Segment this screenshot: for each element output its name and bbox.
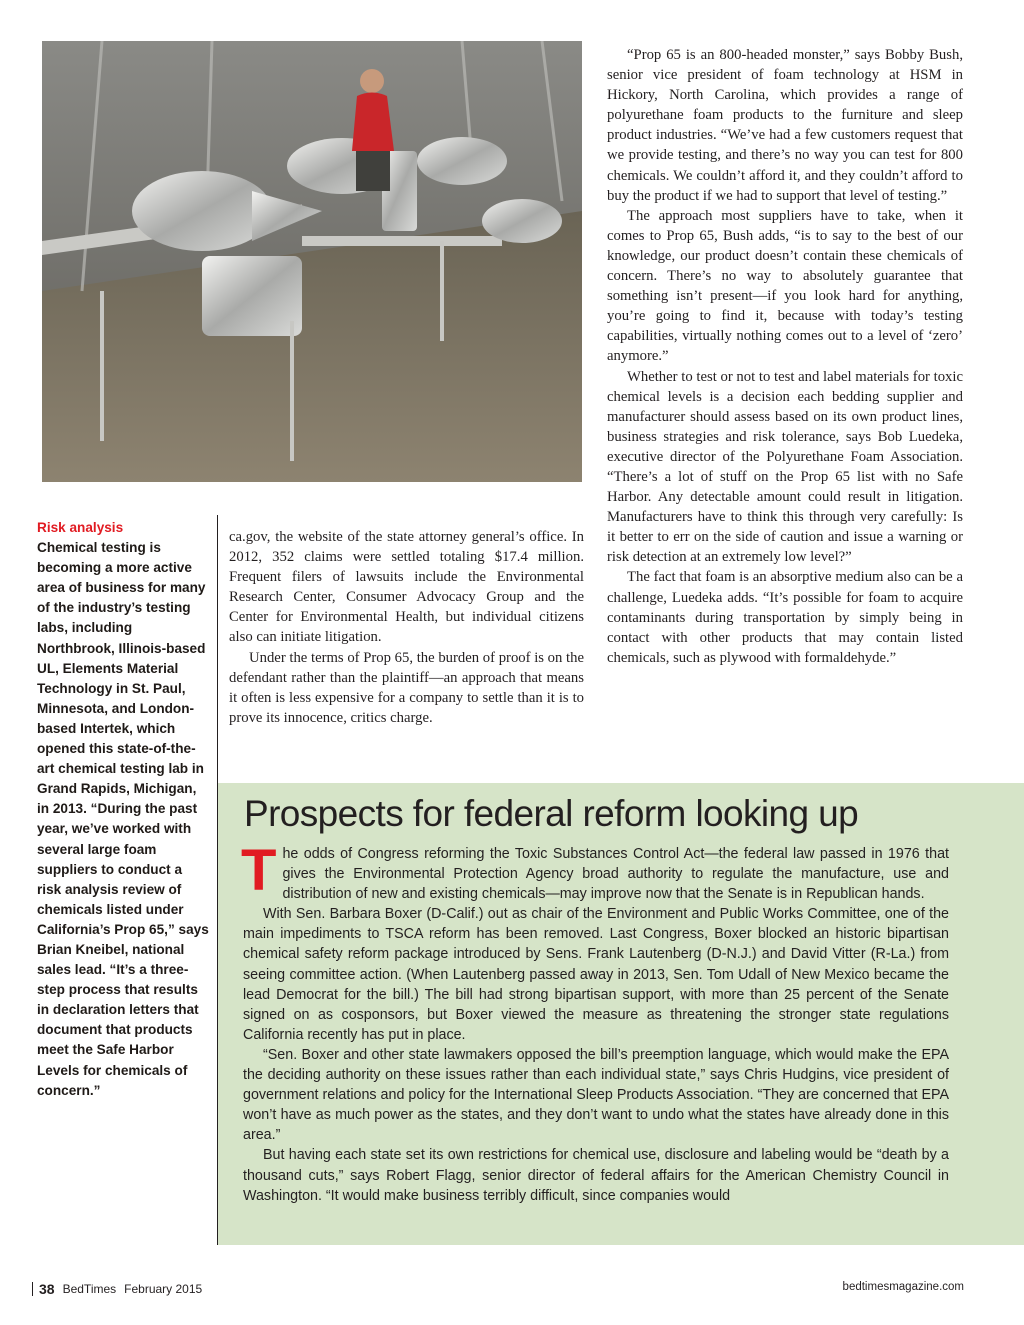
lab-photo <box>42 41 582 482</box>
photo-caption <box>37 518 209 1101</box>
right-column <box>607 45 963 668</box>
issue-date: February 2015 <box>124 1282 203 1296</box>
right-paragraph: Whether to test or not to test and label materials for toxic chemical levels is a decision each bedding supplier and manufacturer should assess based on its own product lines, business strategies and risk tolerance, says Bob Luedeka, executive director of the Polyurethane Foam Association. “There’s a lot of stuff on the Prop 65 list with no Safe Harbor. Any detectable amount could result in litigation. Manufacturers have to think this through very carefully: Is it better to err on the side of caution and issue a warning or risk detection at an extremely low level?” <box>607 368 963 566</box>
reform-first-paragraph <box>241 838 949 904</box>
right-paragraph: The approach most suppliers have to take, when it comes to Prop 65, Bush adds, “is to say to the best of our knowledge, our product doesn’t contain these chemicals of concern. There’s no way to absolutely guarantee that something isn’t present—if you look hard for anything, you’re going to find it, because with today’s testing capabilities, virtually nothing comes out to a level of ‘zero’ anymore.” <box>607 207 963 365</box>
reform-first-paragraph-text: he odds of Congress reforming the Toxic Substances Control Act—the federal law passed in 1976 that gives the Environmental Protection Agency broad authority to regulate the manufacture, use and distribution of new and existing chemicals—may improve now that the Senate is in Republican hands. <box>282 846 949 903</box>
page-number: 38 <box>39 1281 55 1297</box>
footer-bar <box>32 1282 33 1296</box>
magazine-website: bedtimesmagazine.com <box>842 1281 964 1293</box>
right-paragraph: “Prop 65 is an 800-headed monster,” says Bobby Bush, senior vice president of foam technology at HSM in Hickory, North Carolina, which provides a range of polyurethane foam products to the furniture and sleep product industries. “We’ve had a few customers request that we provide testing, and there’s no way you can test for 800 chemicals. We couldn’t afford it, and they couldn’t afford to buy the product if we had to support that level of testing.” <box>607 47 963 204</box>
reform-body <box>241 838 949 1206</box>
drop-cap: T <box>241 838 277 903</box>
reform-paragraph: With Sen. Barbara Boxer (D-Calif.) out as chair of the Environment and Public Works Committee, one of the main impediments to TSCA reform has been removed. Last Congress, Boxer blocked an historic bipartisan chemical safety reform package introduced by Sens. Frank Lautenberg (D-N.J.) and David Vitter (R-La.) from seeing committee action. (When Lautenberg passed away in 2013, Sen. Tom Udall of New Mexico became the lead Democrat for the bill.) The bill had strong bipartisan support, with more than 25 percent of the Senate signed on as cosponsors, but Boxer viewed the measure as threatening the stronger state regulations California recently has put in place. <box>243 906 949 1043</box>
caption-title: Risk analysis <box>37 520 124 535</box>
reform-paragraph: But having each state set its own restrictions for chemical use, disclosure and labeling would be “death by a thousand cuts,” says Robert Flagg, senior director of federal affairs for the American Chemistry Council in Washington. “It would make business terribly difficult, since companies would <box>243 1147 949 1204</box>
magazine-name: BedTimes <box>62 1282 117 1296</box>
right-paragraph: The fact that foam is an absorptive medium also can be a challenge, Luedeka adds. “It’s possible for foam to acquire contaminants during transportation by simply being in contact with other products that may contain listed chemicals, such as plywood with formaldehyde.” <box>607 569 963 666</box>
middle-column <box>229 527 584 728</box>
caption-body: Chemical testing is becoming a more active area of business for many of the industry’s testing labs, including Northbrook, Illinois-based UL, Elements Material Technology in St. Paul, Minnesota, and London-based Intertek, which opened this state-of-the-art chemical testing lab in Grand Rapids, Michigan, in 2013. “During the past year, we’ve worked with several large foam suppliers to conduct a risk analysis review of chemicals listed under California’s Prop 65,” says Brian Kneibel, national sales lead. “It’s a three-step process that results in declaration letters that document that products meet the Safe Harbor Levels for chemicals of concern.” <box>37 540 209 1098</box>
middle-paragraph: ca.gov, the website of the state attorney general’s office. In 2012, 352 claims were settled totaling $17.4 million. Frequent filers of lawsuits include the Environmental Research Center, Consumer Advocacy Group and the Center for Environmental Health, but individual citizens also can initiate litigation. <box>229 529 584 646</box>
reform-paragraph: “Sen. Boxer and other state lawmakers opposed the bill’s preemption language, which would make the EPA the deciding authority on these issues rather than each individual state,” says Chris Hudgins, vice president of government relations and policy for the International Sleep Products Association. “They are concerned that EPA won’t have as much power as the states, and they don’t want to undo what the states have already done in this area.” <box>243 1046 949 1144</box>
reform-headline: Prospects for federal reform looking up <box>244 793 859 834</box>
middle-paragraph: Under the terms of Prop 65, the burden of proof is on the defendant rather than the plaintiff—an approach that means it often is less expensive for a company to settle than it is to prove its innocence, critics charge. <box>229 649 584 726</box>
page-footer <box>32 1281 202 1297</box>
lab-photo-illustration <box>42 41 582 482</box>
